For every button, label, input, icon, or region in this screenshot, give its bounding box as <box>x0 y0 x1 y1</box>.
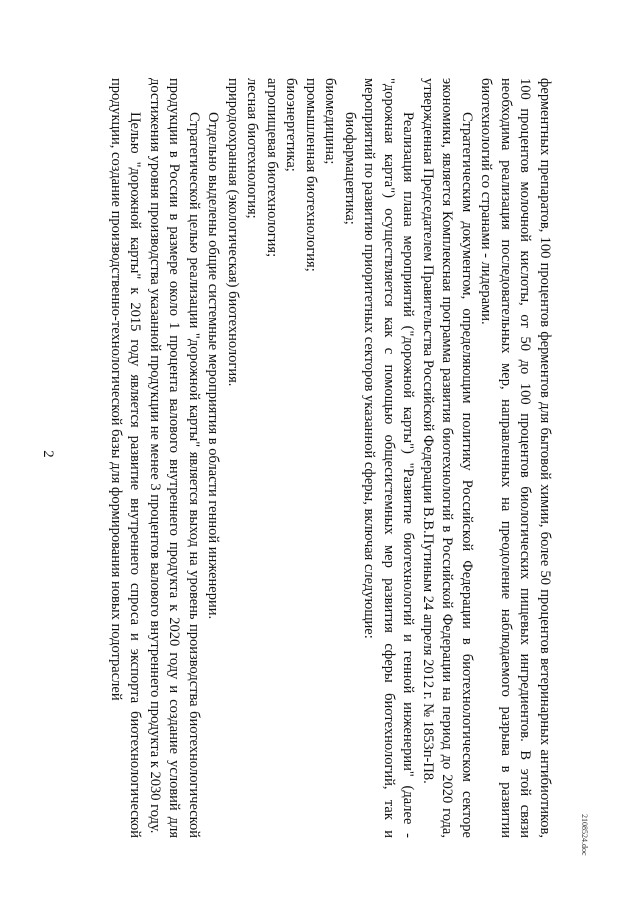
paragraph-2: Стратегическим документом, определяющим политику Российской Федерации в биотехнологическом секторе экономики, является Комплексная программа развития биотехнологий в Российской Федерации на период до 2020 года, утвержденная Председателем Правительства Российской Федерации В.В.Путиным 24 апреля 2012 г. № 1853п-П8. <box>420 78 475 838</box>
sector-list <box>223 78 360 838</box>
paragraph-5: Стратегической целью реализации "дорожной карты" является выход на уровень производства биотехнологической продукции в России в размере около 1 процента валового внутреннего продукта к 2020 году и создание условий для достижения уровня производства указанной продукции не менее 3 процентов валового внутреннего продукта к 2030 году. <box>147 78 202 838</box>
document-body <box>82 78 554 838</box>
list-item: лесная биотехнология; <box>244 78 261 219</box>
list-item: биофармацевтика; <box>342 112 358 225</box>
paragraph-6: Целью "дорожной карты" к 2015 году является развитие внутреннего спроса и экспорта биотехнологической продукции, создание производственно-технологической базы для формирования новых подотраслей <box>108 78 144 838</box>
list-item: агропищевая биотехнология; <box>264 78 280 258</box>
file-code: 2108524.doc <box>580 814 589 856</box>
paragraph-3: Реализация плана мероприятий ("дорожной карты") "Развитие биотехнологий и генной инженерии" (далее - "дорожная карта") осуществляется как с помощью общесистемных мер развития сферы биотехнологий, так и мероприятий по развитию приоритетных секторов указанной сферы, включая следующие: <box>361 78 417 838</box>
list-item: природоохранная (экологическая) биотехнология. <box>225 78 241 387</box>
list-item: биоэнергетика; <box>283 78 300 172</box>
list-item: биомедицина; <box>322 78 339 165</box>
paragraph-4: Отдельно выделены общие системные мероприятия в области генной инженерии. <box>205 112 222 620</box>
page-number: 2 <box>40 450 56 458</box>
list-item: промышленная биотехнология; <box>303 78 319 272</box>
paragraph-1: ферментных препаратов, 100 процентов ферментов для бытовой химии, более 50 процентов ветеринарных антибиотиков, 100 процентов молочной кислоты, от 50 до 100 процентов биологических пищевых ингредиентов. В этой связи необходима реализация последовательных мер, направленных на преодоление наблюдаемого разрыва в развитии биотехнологий со странами - лидерами. <box>478 78 553 838</box>
